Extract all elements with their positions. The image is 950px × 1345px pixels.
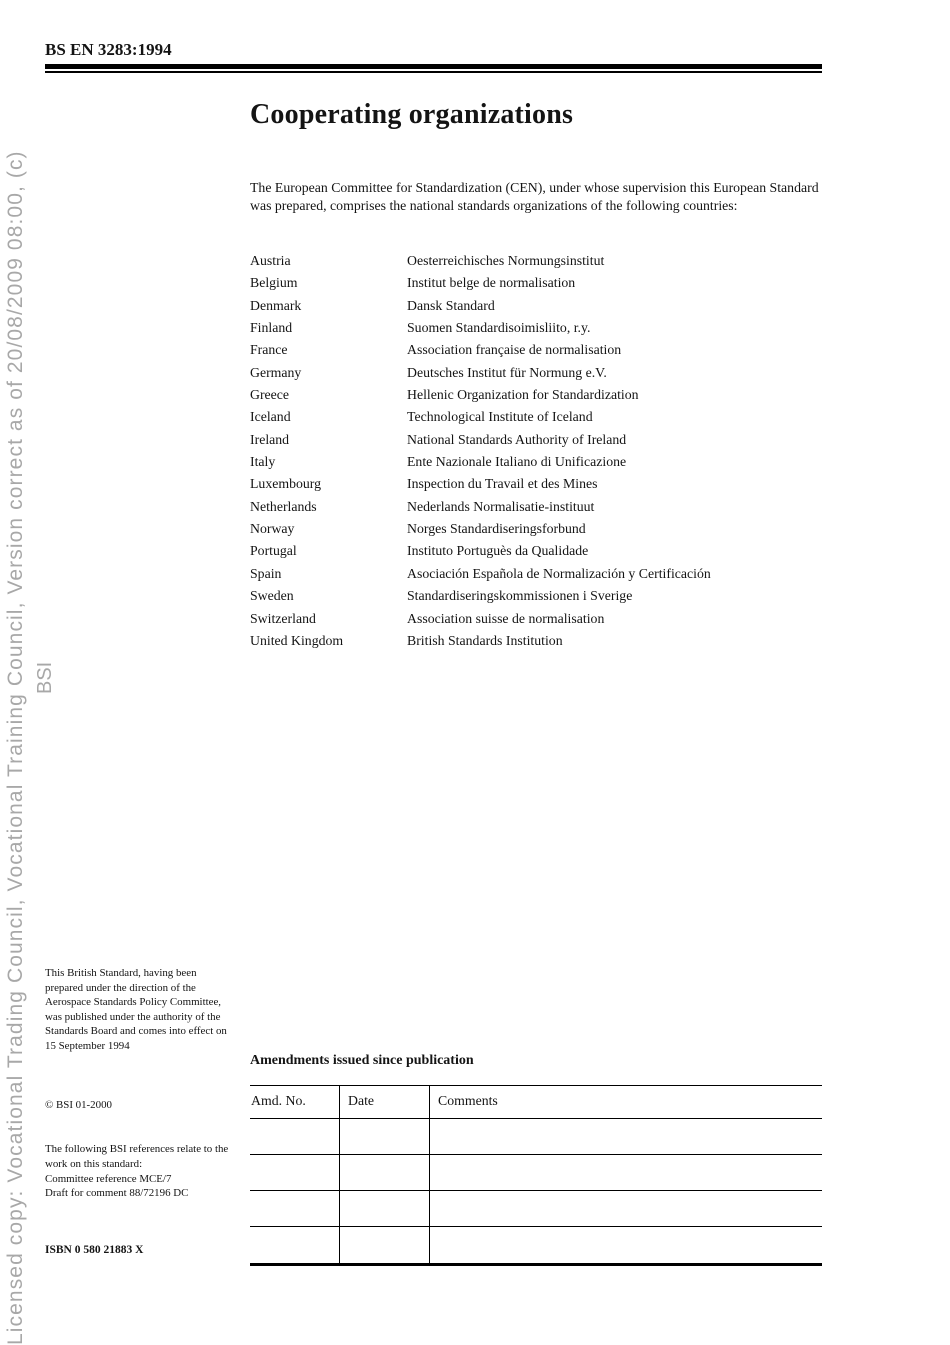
page-title: Cooperating organizations [250, 99, 574, 130]
country-organization: Deutsches Institut für Normung e.V. [407, 364, 607, 380]
country-name: Iceland [250, 409, 291, 425]
country-organization: Institut belge de normalisation [407, 275, 576, 291]
country-name: Belgium [250, 275, 298, 291]
amendments-cell [430, 1191, 822, 1226]
amendments-cell [340, 1227, 430, 1263]
country-organization: Hellenic Organization for Standardization [407, 387, 639, 403]
amendments-cell [430, 1119, 822, 1154]
country-name: Italy [250, 454, 276, 470]
country-row [250, 518, 850, 540]
country-name: Germany [250, 364, 302, 380]
publication-note: This British Standard, having been prepared under the direction of the Aerospace Standards Policy Committee, was published under the authority of the Standards Board and comes into effect on 15 September 1994 [45, 967, 227, 1052]
country-row [250, 272, 850, 294]
intro-paragraph: The European Committee for Standardization (CEN), under whose supervision this European Standard was prepared, comprises the national standards organizations of the following countries: [250, 180, 819, 214]
country-row [250, 317, 850, 339]
country-row [250, 563, 850, 585]
header-rule [45, 64, 822, 73]
country-row [250, 295, 850, 317]
country-organization: Asociación Española de Normalización y Certificación [407, 565, 711, 581]
references-intro: The following BSI references relate to the work on this standard: [45, 1143, 229, 1170]
amendments-empty-row [250, 1227, 822, 1263]
country-organization: Inspection du Travail et des Mines [407, 476, 598, 492]
country-name: Norway [250, 521, 295, 537]
amendments-cell [340, 1191, 430, 1226]
country-organization: Ente Nazionale Italiano di Unificazione [407, 454, 627, 470]
country-name: Greece [250, 387, 290, 403]
country-row [250, 384, 850, 406]
country-organization: British Standards Institution [407, 632, 563, 648]
country-organization: Instituto Portuguès da Qualidade [407, 543, 589, 559]
country-organization: Nederlands Normalisatie-instituut [407, 498, 595, 514]
amendments-column-comments: Comments [438, 1093, 498, 1108]
country-organization: Association suisse de normalisation [407, 610, 605, 626]
country-row [250, 250, 850, 272]
country-name: Sweden [250, 588, 294, 604]
country-organization: Association française de normalisation [407, 342, 622, 358]
country-row [250, 406, 850, 428]
amendments-heading: Amendments issued since publication [250, 1053, 474, 1068]
country-organization: Technological Institute of Iceland [407, 409, 593, 425]
country-name: Luxembourg [250, 476, 322, 492]
draft-reference: Draft for comment 88/72196 DC [45, 1187, 189, 1200]
amendments-cell [430, 1155, 822, 1190]
amendments-column-amd-no: Amd. No. [250, 1086, 340, 1118]
country-row [250, 630, 850, 652]
country-name: United Kingdom [250, 632, 344, 648]
document-reference: BS EN 3283:1994 [45, 40, 172, 59]
country-row [250, 585, 850, 607]
country-name: Ireland [250, 431, 290, 447]
bsi-references [45, 1142, 241, 1201]
country-row [250, 608, 850, 630]
country-name: Denmark [250, 297, 302, 313]
country-name: Finland [250, 320, 293, 336]
amendments-cell [250, 1191, 340, 1226]
countries-list [250, 250, 850, 652]
country-row [250, 451, 850, 473]
country-row [250, 429, 850, 451]
country-name: Switzerland [250, 610, 316, 626]
bsi-watermark: BSI [34, 661, 56, 694]
amendments-empty-row [250, 1119, 822, 1155]
amendments-cell [430, 1227, 822, 1263]
country-name: France [250, 342, 288, 358]
country-name: Netherlands [250, 498, 317, 514]
country-row [250, 540, 850, 562]
amendments-cell [250, 1155, 340, 1190]
license-watermark: Licensed copy: Vocational Trading Council, Vocational Training Council, Version correct as of 20/08/2009 08:00, (c) [4, 150, 27, 1345]
amendments-empty-row [250, 1191, 822, 1227]
country-row [250, 339, 850, 361]
amendments-empty-row [250, 1155, 822, 1191]
amendments-cell [250, 1119, 340, 1154]
amendments-cell [250, 1227, 340, 1263]
amendments-header-row [250, 1086, 822, 1119]
country-organization: Standardiseringskommissionen i Sverige [407, 588, 633, 604]
isbn: ISBN 0 580 21883 X [45, 1244, 144, 1256]
country-row [250, 496, 850, 518]
country-organization: Oesterreichisches Normungsinstitut [407, 253, 605, 268]
country-row [250, 473, 850, 495]
copyright-notice: © BSI 01-2000 [45, 1099, 112, 1111]
country-organization: Suomen Standardisoimisliito, r.y. [407, 320, 591, 336]
country-row [250, 362, 850, 384]
country-organization: Norges Standardiseringsforbund [407, 521, 586, 537]
amendments-cell [340, 1155, 430, 1190]
country-organization: Dansk Standard [407, 297, 495, 313]
amendments-column-date: Date [340, 1086, 430, 1118]
country-name: Austria [250, 253, 291, 268]
amendments-table [250, 1085, 822, 1266]
amendments-cell [340, 1119, 430, 1154]
committee-reference: Committee reference MCE/7 [45, 1172, 172, 1185]
country-name: Spain [250, 565, 282, 581]
country-organization: National Standards Authority of Ireland [407, 431, 627, 447]
country-name: Portugal [250, 543, 297, 559]
